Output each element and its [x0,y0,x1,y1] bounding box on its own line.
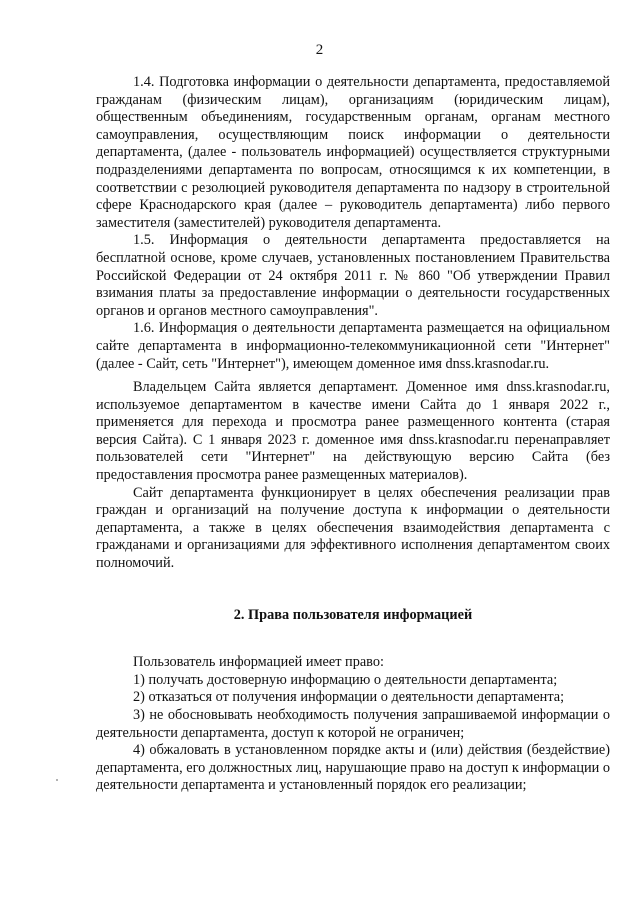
rights-item-3: 3) не обосновывать необходимость получения запрашиваемой информации о деятельности департамента, доступ к которой не ограничен; [96,707,610,741]
section-2-intro: Пользователь информацией имеет право: [133,654,384,671]
paragraph-site-owner: Владельцем Сайта является департамент. Доменное имя dnss.krasnodar.ru, используемое департаментом в качестве имени Сайта до 1 января 2022 г., применяется для перехода и просмотра ранее размещенного контента (старая версия Сайта). С 1 января 2023 г. доменное имя dnss.krasnodar.ru перенаправляет пользователей сети "Интернет" на действующую версию Сайта (без предоставления просмотра ранее размещенных материалов). [96,379,610,484]
paragraph-1-6: 1.6. Информация о деятельности департамента размещается на официальном сайте департамента в информационно-телекоммуникационной сети "Интернет" (далее - Сайт, сеть "Интернет"), имеющем доменное имя dnss.krasnodar.ru. [96,320,610,372]
section-2-heading: 2. Права пользователя информацией [233,606,473,623]
scan-speck [56,779,58,781]
rights-item-1: 1) получать достоверную информацию о деятельности департамента; [133,671,558,688]
rights-item-2: 2) отказаться от получения информации о деятельности департамента; [133,689,565,706]
page-number: 2 [315,42,324,58]
document-body [96,74,610,795]
paragraph-1-4: 1.4. Подготовка информации о деятельности департамента, предоставляемой гражданам (физическим лицам), организациям (юридическим лицам), общественным объединениям, государственным органам, органам местного самоуправления, осуществляющим поиск информации о деятельности департамента, (далее - пользователь информацией) осуществляется структурными подразделениями департамента по вопросам, относящимся к их компетенции, в соответствии с резолюцией руководителя департамента по надзору в строительной сфере Краснодарского края (далее – руководитель департамента) либо первого заместителя (заместителей) руководителя департамента. [96,74,610,231]
paragraph-1-5: 1.5. Информация о деятельности департамента предоставляется на бесплатной основе, кроме случаев, установленных постановлением Правительства Российской Федерации от 24 октября 2011 г. № 860 "Об утверждении Правил взимания платы за предоставление информации о деятельности государственных органов и органов местного самоуправления". [96,232,610,319]
rights-item-4: 4) обжаловать в установленном порядке акты и (или) действия (бездействие) департамента, его должностных лиц, нарушающие право на доступ к информации о деятельности департамента и установленный порядок его реализации; [96,742,610,794]
paragraph-site-purpose: Сайт департамента функционирует в целях обеспечения реализации прав граждан и организаций на получение доступа к информации о деятельности департамента, а также в целях обеспечения взаимодействия департамента с гражданами и организациями для эффективного исполнения департаментом своих полномочий. [96,484,610,572]
